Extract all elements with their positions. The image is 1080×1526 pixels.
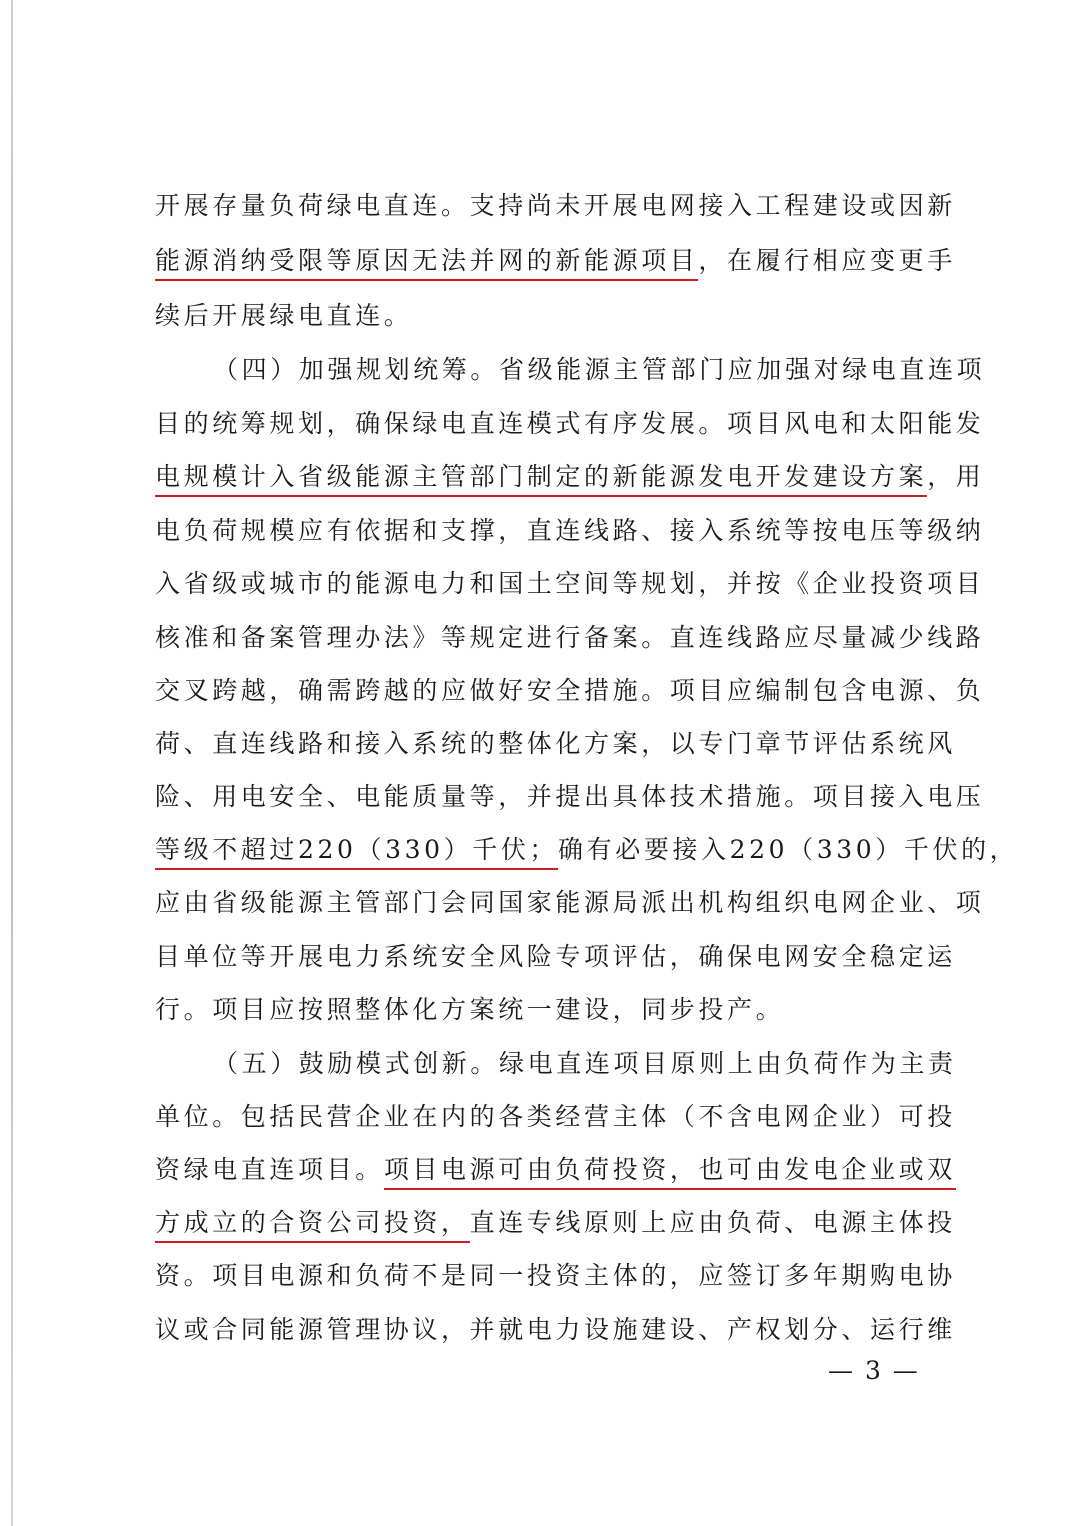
text-line [155, 241, 956, 281]
text-segment: 交叉跨越，确需跨越的应做好安全措施。项目应编制包含电源、负 [155, 676, 985, 705]
text-segment: 资绿电直连项目。 [155, 1155, 384, 1184]
text-line [155, 186, 956, 226]
text-segment: ，用 [927, 462, 985, 491]
text-line [155, 457, 984, 497]
text-segment: 直连专线原则上应由负荷、电源主体投 [469, 1208, 956, 1237]
text-segment: （四）加强规划统筹。省级能源主管部门应加强对绿电直连项 [213, 355, 986, 384]
text-segment: ，在履行相应变更手 [698, 246, 956, 275]
text-segment: 议或合同能源管理协议，并就电力设施建设、产权划分、运行维 [155, 1315, 956, 1344]
text-line [155, 618, 984, 658]
underlined-text: 能源消纳受限等原因无法并网的新能源项目 [155, 246, 698, 281]
underlined-text: 方成立的合资公司投资， [155, 1208, 470, 1243]
text-line [155, 777, 984, 817]
text-line [155, 564, 984, 604]
text-segment: 入省级或城市的能源电力和国土空间等规划，并按《企业投资项目 [155, 569, 985, 598]
scan-edge-line [11, 0, 13, 1526]
text-line [155, 990, 784, 1030]
text-line [155, 1256, 956, 1296]
text-segment: （五）鼓励模式创新。绿电直连项目原则上由负荷作为主责 [213, 1049, 957, 1078]
underlined-text: 项目电源可由负荷投资，也可由发电企业或双 [384, 1155, 956, 1190]
text-line [155, 404, 984, 444]
text-line [155, 1150, 956, 1190]
text-line [213, 350, 985, 390]
text-line [155, 883, 984, 923]
text-segment: 行。项目应按照整体化方案统一建设，同步投产。 [155, 995, 785, 1024]
text-segment: 荷、直连线路和接入系统的整体化方案，以专门章节评估系统风 [155, 729, 956, 758]
text-segment: 确有必要接入220（330）千伏的， [558, 835, 1019, 864]
text-line [155, 1097, 956, 1137]
page-number: — 3 — [828, 1356, 920, 1385]
text-line [213, 1044, 957, 1084]
text-line [155, 296, 412, 336]
text-segment: 开展存量负荷绿电直连。支持尚未开展电网接入工程建设或因新 [155, 191, 956, 220]
text-line [155, 937, 956, 977]
text-segment: 应由省级能源主管部门会同国家能源局派出机构组织电网企业、项 [155, 888, 985, 917]
underlined-text: 电规模计入省级能源主管部门制定的新能源发电开发建设方案 [155, 462, 927, 497]
underlined-text: 等级不超过220（330）千伏； [155, 835, 558, 870]
text-segment: 续后开展绿电直连。 [155, 301, 413, 330]
text-segment: 单位。包括民营企业在内的各类经营主体（不含电网企业）可投 [155, 1102, 956, 1131]
text-line [155, 671, 984, 711]
text-line [155, 1310, 956, 1350]
text-segment: 电负荷规模应有依据和支撑，直连线路、接入系统等按电压等级纳 [155, 516, 985, 545]
text-segment: 目的统筹规划，确保绿电直连模式有序发展。项目风电和太阳能发 [155, 409, 985, 438]
text-line [155, 724, 956, 764]
text-line [155, 1203, 956, 1243]
text-segment: 资。项目电源和负荷不是同一投资主体的，应签订多年期购电协 [155, 1261, 956, 1290]
text-segment: 险、用电安全、电能质量等，并提出具体技术措施。项目接入电压 [155, 782, 985, 811]
text-segment: 目单位等开展电力系统安全风险专项评估，确保电网安全稳定运 [155, 942, 956, 971]
text-segment: 核准和备案管理办法》等规定进行备案。直连线路应尽量减少线路 [155, 623, 985, 652]
text-line [155, 830, 1018, 870]
text-line [155, 511, 984, 551]
